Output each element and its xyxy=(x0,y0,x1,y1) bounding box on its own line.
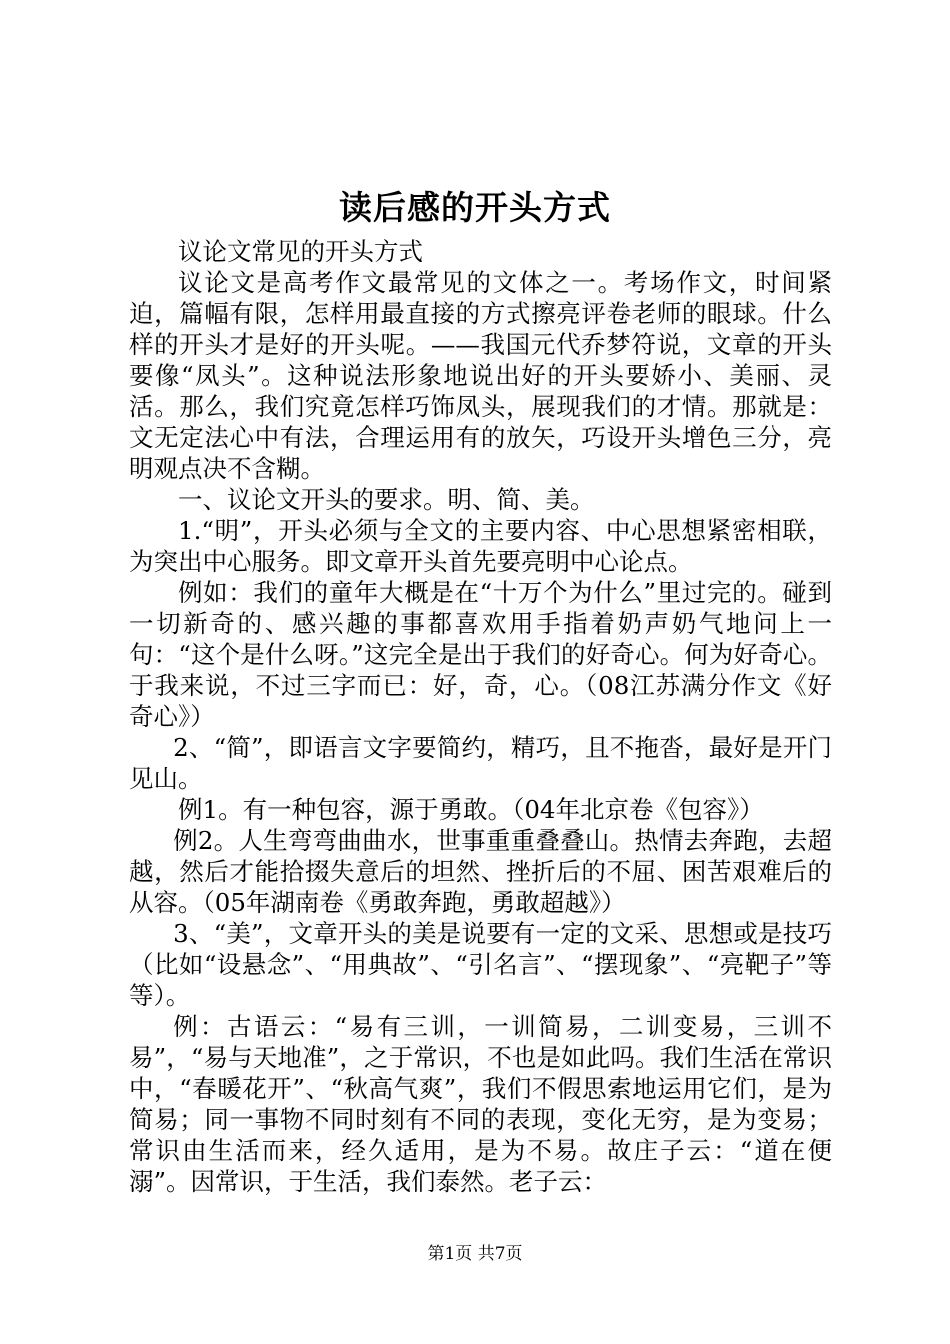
paragraph-example-1: 例1。有一种包容，源于勇敢。（04年北京卷《包容》） xyxy=(178,795,764,824)
paragraph-intro: 议论文是高考作文最常见的文体之一。考场作文，时间紧迫，篇幅有限，怎样用最直接的方式擦亮评卷老师的眼球。什么样的开头才是好的开头呢。——我国元代乔梦符说，文章的开头要像“凤头”。这种说法形象地说出好的开头要娇小、美丽、灵活。那么，我们究竟怎样巧饰凤头，展现我们的才情。那就是：文无定法心中有法，合理运用有的放矢，巧设开头增色三分，亮明观点决不含糊。 xyxy=(129,268,832,483)
paragraph-example-2: 例2。人生弯弯曲曲水，世事重重叠叠山。热情去奔跑，去超越，然后才能拾掇失意后的坦然、挫折后的不屈、困苦艰难后的从容。（05年湖南卷《勇敢奔跑，勇敢超越》） xyxy=(129,826,832,917)
paragraph-subheading: 议论文常见的开头方式 xyxy=(178,237,423,266)
paragraph-point-ming: 1.“明”，开头必须与全文的主要内容、中心思想紧密相联，为突出中心服务。即文章开头首先要亮明中心论点。 xyxy=(129,516,832,576)
paragraph-point-mei: 3、“美”，文章开头的美是说要有一定的文采、思想或是技巧（比如“设悬念”、“用典故”、“引名言”、“摆现象”、“亮靶子”等等）。 xyxy=(129,919,832,1010)
page-indicator: 第1页 共7页 xyxy=(427,1244,523,1264)
paragraph-example-mei: 例：古语云：“易有三训，一训简易，二训变易，三训不易”，“易与天地准”，之于常识，不也是如此吗。我们生活在常识中，“春暖花开”、“秋高气爽”，我们不假思索地运用它们，是为简易；同一事物不同时刻有不同的表现，变化无穷，是为变易；常识由生活而来，经久适用，是为不易。故庄子云：“道在便溺”。因常识，于生活，我们泰然。老子云： xyxy=(129,1012,832,1196)
paragraph-section-heading: 一、议论文开头的要求。明、简、美。 xyxy=(178,485,595,514)
paragraph-point-jian: 2、“简”，即语言文字要简约，精巧，且不拖沓，最好是开门见山。 xyxy=(129,733,832,793)
document-body xyxy=(129,236,832,1197)
document-title: 读后感的开头方式 xyxy=(339,188,611,227)
paragraph-example-ming: 例如：我们的童年大概是在“十万个为什么”里过完的。碰到一切新奇的、感兴趣的事都喜欢用手指着奶声奶气地问上一句：“这个是什么呀。”这完全是出于我们的好奇心。何为好奇心。于我来说，不过三字而已：好，奇，心。（08江苏满分作文《好奇心》） xyxy=(129,578,832,731)
